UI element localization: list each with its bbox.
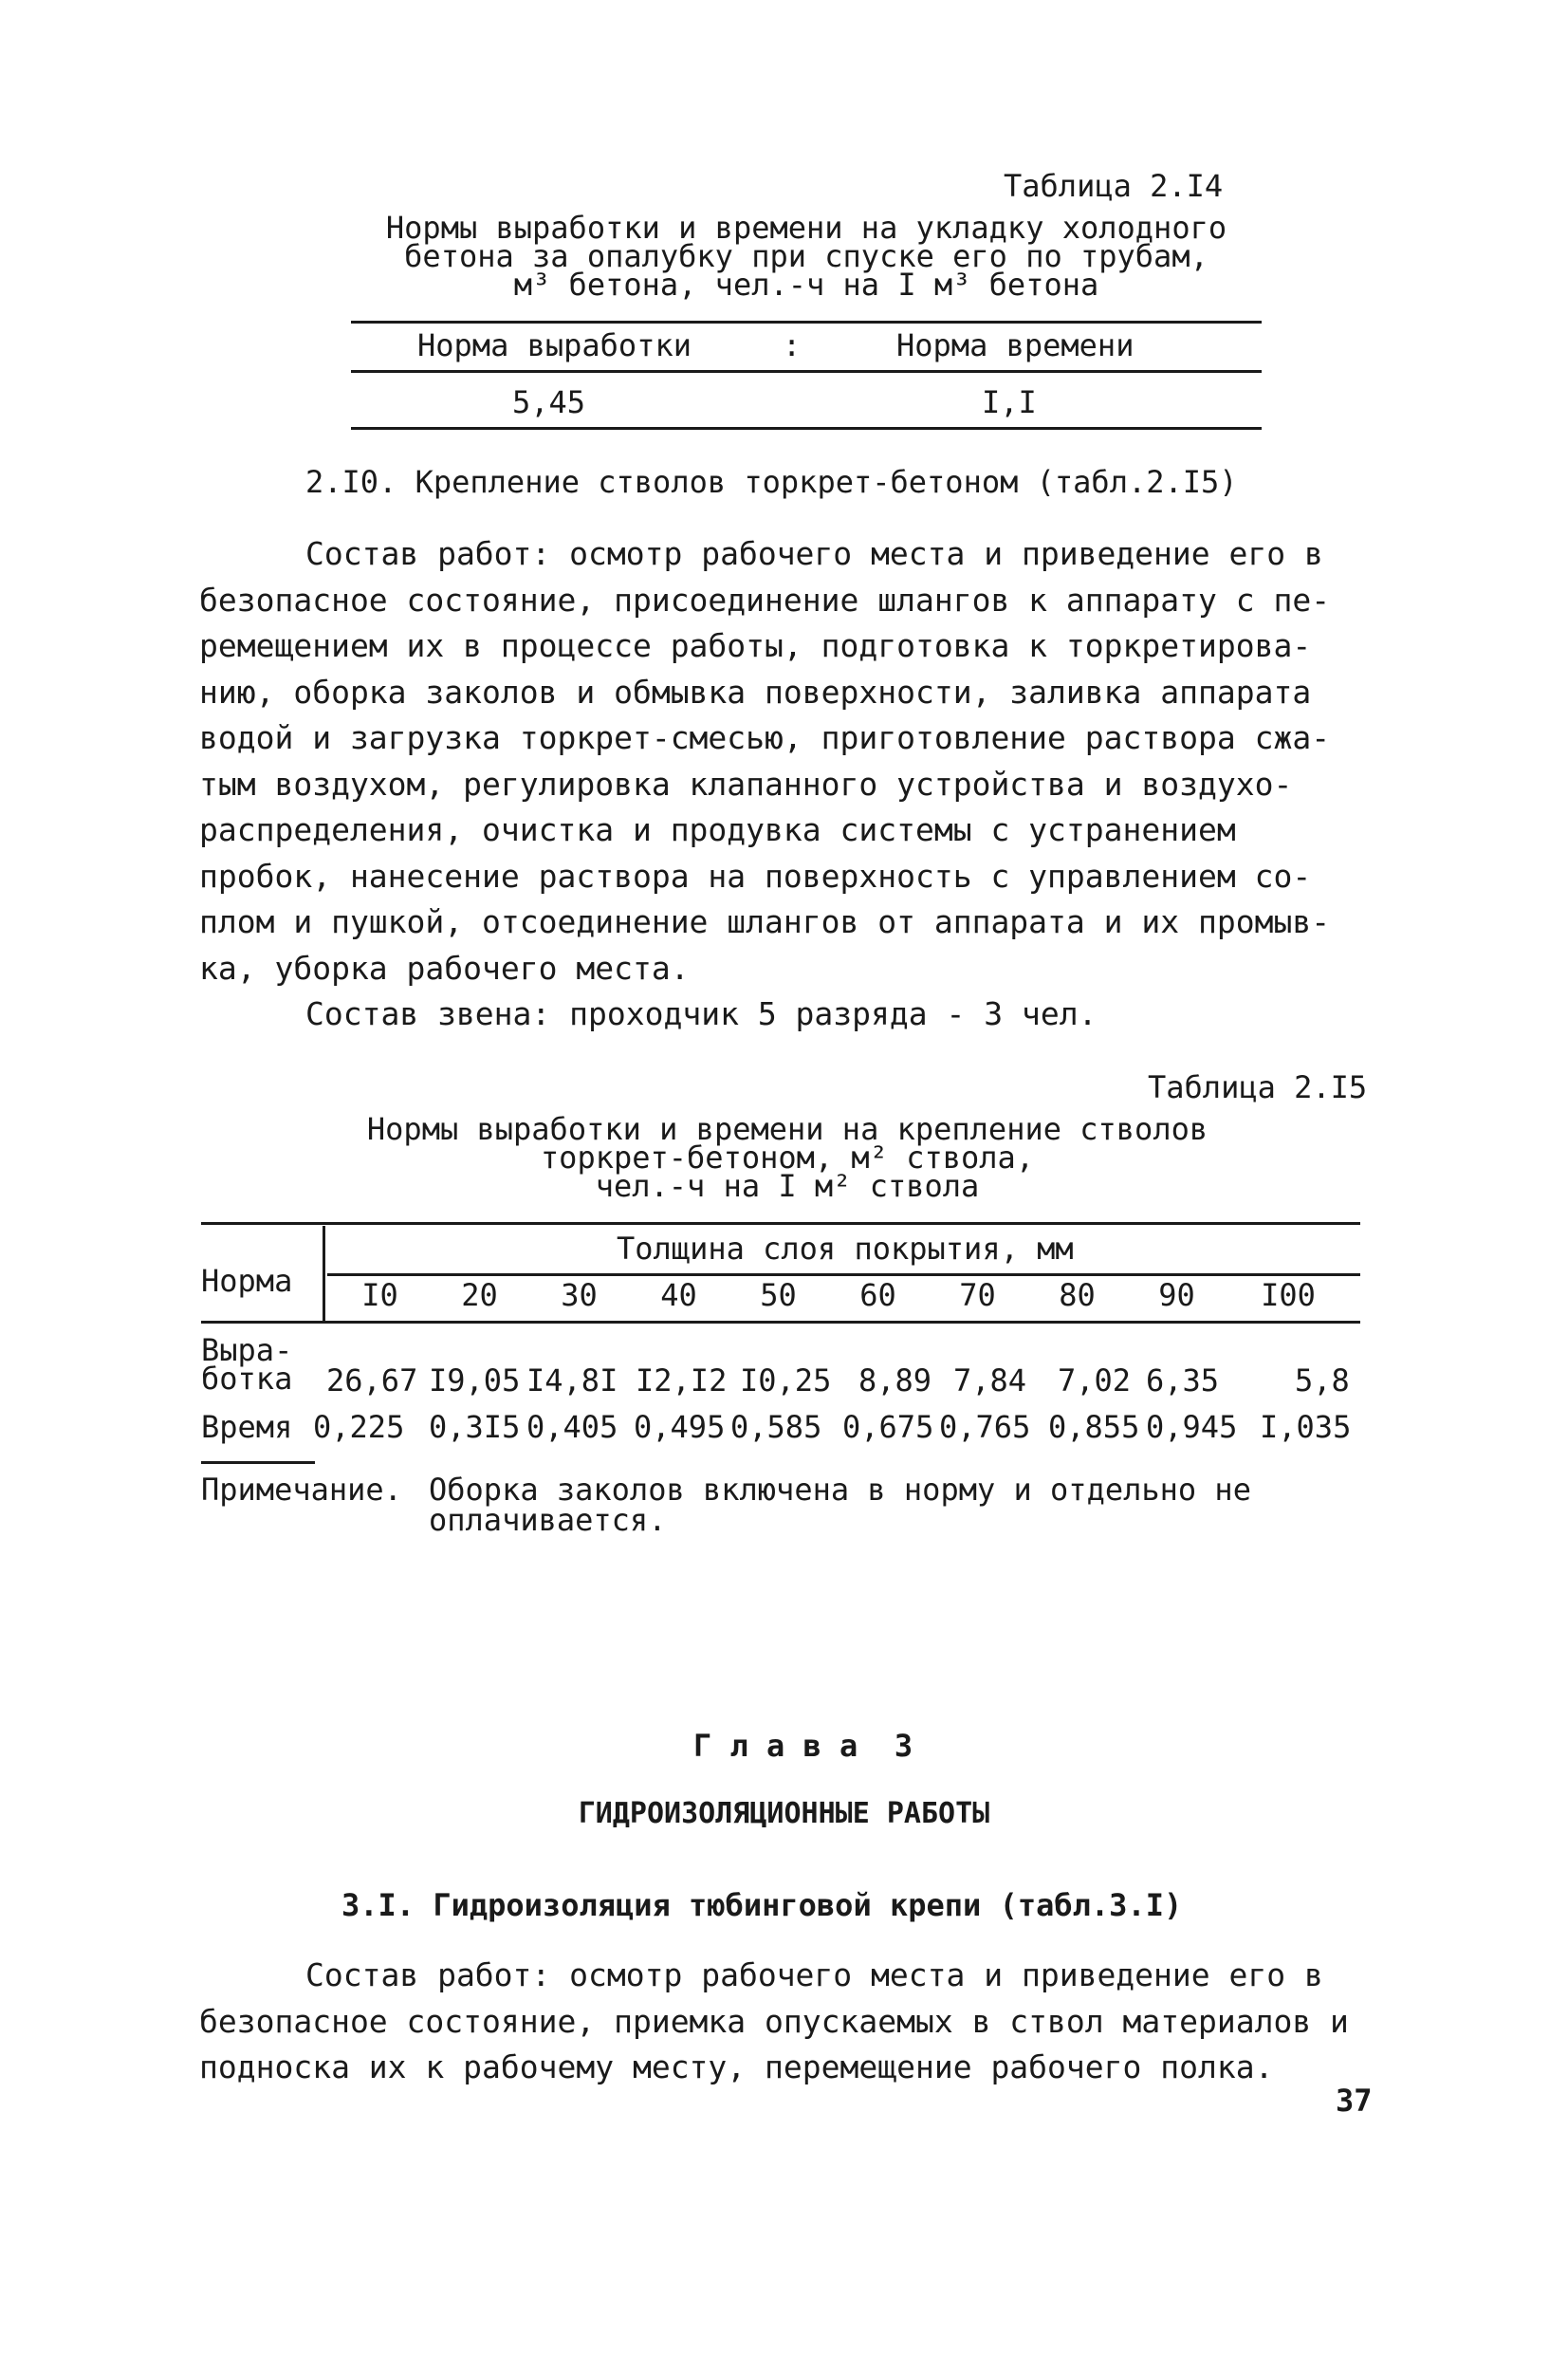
section-3-1-body <box>199 1953 1375 2091</box>
output-value: I2,I2 <box>636 1362 728 1399</box>
chapter-subtitle: ГИДРОИЗОЛЯЦИОННЫЕ РАБОТЫ <box>578 1797 990 1830</box>
table-2-14-caption <box>351 210 1262 303</box>
page-number: 37 <box>1336 2083 1373 2119</box>
table-bottom-rule <box>351 427 1262 430</box>
paragraph-line: безопасное состояние, присоединение шлангов к аппарату с пе- <box>199 581 1331 619</box>
note-rule <box>201 1461 315 1464</box>
note-line: оплачивается. <box>429 1502 667 1538</box>
time-value: 0,945 <box>1146 1409 1238 1445</box>
output-value: 8,89 <box>858 1362 932 1399</box>
paragraph-line: тым воздухом, регулировка клапанного устройства и воздухо- <box>199 765 1293 803</box>
output-value: I0,25 <box>740 1362 832 1399</box>
output-label-line-1: Выра- <box>201 1332 293 1368</box>
caption-line: чел.-ч на I м² ствола <box>595 1168 980 1204</box>
time-row-label: Время <box>201 1409 293 1445</box>
output-row-label <box>201 1332 293 1397</box>
thickness-header: I0 <box>361 1277 398 1313</box>
paragraph-line: Состав работ: осмотр рабочего места и приведение его в <box>305 1956 1323 1993</box>
paragraph-line: нию, оборка заколов и обмывка поверхности, заливка аппарата <box>199 673 1312 711</box>
paragraph-line: распределения, очистка и продувка системы с устранением <box>199 811 1236 848</box>
section-2-10-body <box>199 531 1375 1038</box>
note-label: Примечание. <box>201 1472 402 1508</box>
output-value: I9,05 <box>429 1362 521 1399</box>
table-top-rule <box>201 1222 1360 1225</box>
time-value: 0,495 <box>634 1409 726 1445</box>
norm-label: Норма <box>201 1263 293 1299</box>
time-value: 0,225 <box>313 1409 405 1445</box>
paragraph-line: ремещением их в процессе работы, подготовка к торкретирова- <box>199 627 1312 664</box>
header-norm-time: Норма времени <box>896 327 1134 363</box>
time-value: 0,405 <box>526 1409 618 1445</box>
caption-line: торкрет-бетоном, м² ствола, <box>540 1139 1035 1176</box>
chapter-title: Г л а в а 3 <box>692 1728 913 1764</box>
thickness-header: 40 <box>660 1277 697 1313</box>
header-norm-output: Норма выработки <box>417 327 692 363</box>
crew-line: Состав звена: проходчик 5 разряда - 3 чел. <box>305 995 1098 1032</box>
paragraph-line: пробок, нанесение раствора на поверхность с управлением со- <box>199 857 1312 895</box>
paragraph-line: подноска их к рабочему месту, перемещение рабочего полка. <box>199 2048 1274 2085</box>
table-header-rule <box>201 1321 1360 1324</box>
time-value: 0,585 <box>730 1409 822 1445</box>
value-norm-output: 5,45 <box>512 384 586 420</box>
caption-line: бетона за опалубку при спуске его по трубам, <box>404 238 1208 274</box>
output-value: I4,8I <box>526 1362 618 1399</box>
thickness-header: 50 <box>760 1277 797 1313</box>
paragraph-line: водой и загрузка торкрет-смесью, приготовление раствора сжа- <box>199 719 1331 756</box>
paragraph-line: безопасное состояние, приемка опускаемых в ствол материалов и <box>199 2002 1349 2040</box>
caption-line: м³ бетона, чел.-ч на I м³ бетона <box>513 267 1099 303</box>
table-header-rule <box>351 370 1262 373</box>
paragraph-line: плом и пушкой, отсоединение шлангов от аппарата и их промыв- <box>199 903 1331 940</box>
output-value: 6,35 <box>1146 1362 1220 1399</box>
time-value: 0,3I5 <box>429 1409 521 1445</box>
thickness-header: 60 <box>859 1277 896 1313</box>
thickness-header: 90 <box>1158 1277 1195 1313</box>
table-2-14-label: Таблица 2.I4 <box>1004 168 1224 204</box>
value-norm-time: I,I <box>982 384 1037 420</box>
table-2-15-label: Таблица 2.I5 <box>1148 1069 1368 1105</box>
caption-line: Нормы выработки и времени на укладку холодного <box>385 210 1227 246</box>
output-value: 7,02 <box>1058 1362 1132 1399</box>
output-label-line-2: ботка <box>201 1361 293 1397</box>
table-2-15-caption <box>304 1111 1271 1204</box>
output-value: 26,67 <box>326 1362 418 1399</box>
time-value: 0,855 <box>1048 1409 1140 1445</box>
thickness-header: 30 <box>561 1277 598 1313</box>
thickness-header: I00 <box>1261 1277 1316 1313</box>
group-header-rule <box>327 1273 1360 1276</box>
caption-line: Нормы выработки и времени на крепление стволов <box>366 1111 1208 1147</box>
header-separator: : <box>783 327 802 363</box>
output-value: 7,84 <box>953 1362 1027 1399</box>
thickness-header: 80 <box>1059 1277 1096 1313</box>
section-3-1-heading: 3.I. Гидроизоляция тюбинговой крепи (табл.3.I) <box>341 1887 1183 1923</box>
note-text <box>429 1472 1251 1538</box>
output-value: 5,8 <box>1295 1362 1350 1399</box>
time-value: 0,675 <box>842 1409 934 1445</box>
thickness-header: 70 <box>959 1277 996 1313</box>
norm-column-divider <box>323 1226 325 1321</box>
note-line: Оборка заколов включена в норму и отдельно не <box>429 1472 1251 1508</box>
group-header: Толщина слоя покрытия, мм <box>617 1231 1074 1267</box>
paragraph-line: Состав работ: осмотр рабочего места и приведение его в <box>305 535 1323 572</box>
section-2-10-heading: 2.I0. Крепление стволов торкрет-бетоном (табл.2.I5) <box>305 464 1238 500</box>
thickness-header: 20 <box>461 1277 498 1313</box>
paragraph-line: ка, уборка рабочего места. <box>199 949 690 987</box>
time-value: 0,765 <box>939 1409 1031 1445</box>
time-value: I,035 <box>1260 1409 1352 1445</box>
